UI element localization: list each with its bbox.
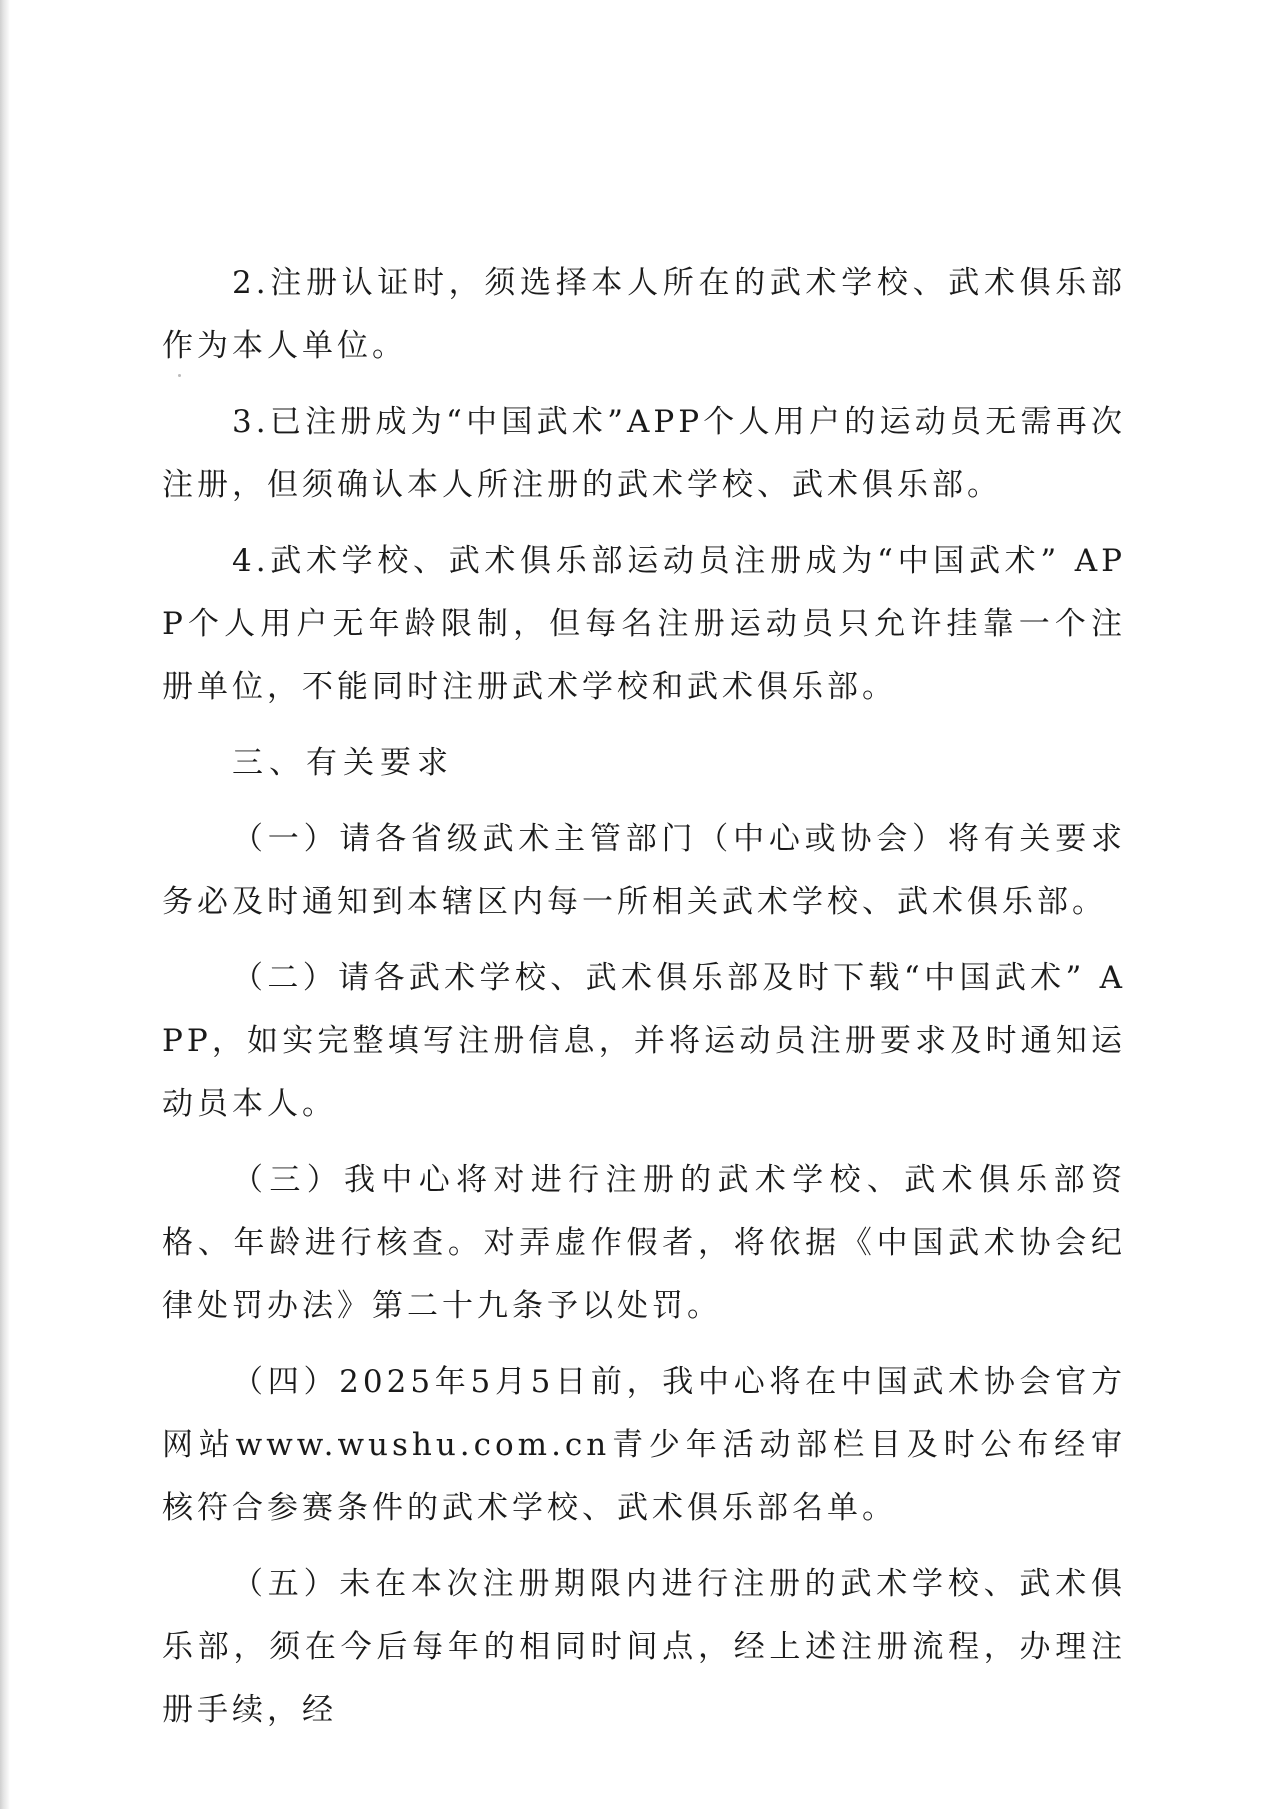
- section-heading-requirements: 三、有关要求: [232, 745, 454, 781]
- requirement-1: （一）请各省级武术主管部门（中心或协会）将有关要求务必及时通知到本辖区内每一所相关武术学校、武术俱乐部。: [162, 821, 1126, 920]
- item-3-existing-users: 3.已注册成为“中国武术”APP个人用户的运动员无需再次注册，但须确认本人所注册的武术学校、武术俱乐部。: [162, 404, 1126, 503]
- requirement-2: （二）请各武术学校、武术俱乐部及时下载“中国武术” APP，如实完整填写注册信息，并将运动员注册要求及时通知运动员本人。: [162, 960, 1126, 1122]
- scan-binding-shadow: [0, 0, 10, 1809]
- document-body: [162, 252, 1126, 1755]
- item-4-age-limit: 4.武术学校、武术俱乐部运动员注册成为“中国武术” APP个人用户无年龄限制，但每名注册运动员只允许挂靠一个注册单位，不能同时注册武术学校和武术俱乐部。: [162, 543, 1126, 705]
- item-2-registration-unit: 2.注册认证时，须选择本人所在的武术学校、武术俱乐部作为本人单位。: [162, 265, 1126, 364]
- requirement-3: （三）我中心将对进行注册的武术学校、武术俱乐部资格、年龄进行核查。对弄虚作假者，将依据《中国武术协会纪律处罚办法》第二十九条予以处罚。: [162, 1162, 1126, 1324]
- requirement-5: （五）未在本次注册期限内进行注册的武术学校、武术俱乐部，须在今后每年的相同时间点，经上述注册流程，办理注册手续，经: [162, 1566, 1126, 1728]
- requirement-4: （四）2025年5月5日前，我中心将在中国武术协会官方网站www.wushu.com.cn青少年活动部栏目及时公布经审核符合参赛条件的武术学校、武术俱乐部名单。: [162, 1364, 1126, 1526]
